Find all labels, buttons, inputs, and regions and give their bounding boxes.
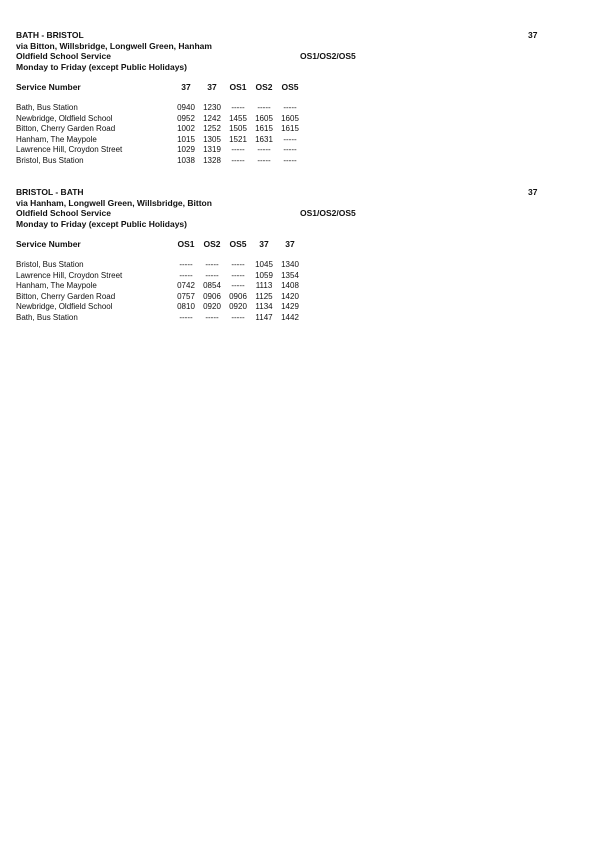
service-number-row xyxy=(16,82,546,93)
departure-time: 1230 xyxy=(203,103,221,112)
service-number-label: Service Number xyxy=(16,82,81,92)
stop-name: Bath, Bus Station xyxy=(16,312,78,322)
stop-row xyxy=(16,114,546,125)
departure-time: 1505 xyxy=(229,124,247,133)
departure-time: ----- xyxy=(231,103,245,112)
departure-time: 1134 xyxy=(255,302,273,311)
departure-time: 1029 xyxy=(177,145,195,154)
stop-row xyxy=(16,135,546,146)
departure-time: ----- xyxy=(257,103,271,112)
service-number: OS2 xyxy=(203,239,221,249)
stop-row xyxy=(16,124,546,135)
departure-time: ----- xyxy=(231,281,245,290)
stop-row xyxy=(16,281,546,292)
stop-name: Lawrence Hill, Croydon Street xyxy=(16,270,123,280)
departure-time: ----- xyxy=(205,270,219,280)
school-service-label: Oldfield School Service xyxy=(16,51,111,61)
departure-time: 1615 xyxy=(281,124,299,133)
departure-time: 1015 xyxy=(177,134,195,144)
departure-time: 1631 xyxy=(255,134,273,144)
departure-time: ----- xyxy=(231,260,245,269)
departure-time: 1147 xyxy=(255,312,273,322)
departure-time: ----- xyxy=(257,155,271,165)
departure-time: ----- xyxy=(283,134,297,144)
stop-name: Bitton, Cherry Garden Road xyxy=(16,124,116,133)
departure-time: 1125 xyxy=(255,291,273,301)
departure-time: 0952 xyxy=(177,113,195,123)
operating-days: Monday to Friday (except Public Holidays) xyxy=(16,61,187,72)
departure-time: 1002 xyxy=(177,124,195,133)
stop-row xyxy=(16,271,546,282)
timetable-bath-bristol xyxy=(16,30,546,166)
departure-time: 1242 xyxy=(203,113,221,123)
departure-time: 1319 xyxy=(203,145,221,154)
departure-time: 1429 xyxy=(281,302,299,311)
stop-row xyxy=(16,302,546,313)
timetable-via: via Hanham, Longwell Green, Willsbridge, Bitton xyxy=(16,197,212,208)
service-number: OS2 xyxy=(255,82,273,92)
departure-time: ----- xyxy=(283,145,297,154)
departure-time: 1305 xyxy=(203,134,221,144)
departure-time: ----- xyxy=(179,260,193,269)
departure-time: 1354 xyxy=(281,270,299,280)
stop-list xyxy=(16,103,546,166)
stop-name: Hanham, The Maypole xyxy=(16,281,97,290)
departure-time: ----- xyxy=(283,155,297,165)
stop-row xyxy=(16,145,546,156)
stop-row xyxy=(16,292,546,303)
stop-name: Hanham, The Maypole xyxy=(16,134,97,144)
departure-time: ----- xyxy=(283,103,297,112)
service-codes: OS1/OS2/OS5 xyxy=(300,208,356,218)
departure-time: 0757 xyxy=(177,291,195,301)
stop-row xyxy=(16,260,546,271)
service-number: 37 xyxy=(259,239,269,249)
departure-time: 1615 xyxy=(255,124,273,133)
departure-time: 0742 xyxy=(177,281,195,290)
stop-name: Bath, Bus Station xyxy=(16,103,78,112)
departure-time: 1252 xyxy=(203,124,221,133)
departure-time: 1113 xyxy=(255,281,273,290)
service-number: OS5 xyxy=(229,239,247,249)
operating-days: Monday to Friday (except Public Holidays) xyxy=(16,218,187,229)
route-number: 37 xyxy=(528,30,538,40)
departure-time: 1328 xyxy=(203,155,221,165)
departure-time: 1420 xyxy=(281,291,299,301)
departure-time: 0920 xyxy=(229,302,247,311)
stop-list xyxy=(16,260,546,323)
route-number: 37 xyxy=(528,187,538,197)
departure-time: 1521 xyxy=(229,134,247,144)
departure-time: 1340 xyxy=(281,260,299,269)
departure-time: ----- xyxy=(231,312,245,322)
stop-name: Newbridge, Oldfield School xyxy=(16,302,113,311)
timetable-title: BRISTOL - BATH xyxy=(16,187,84,197)
service-number-label: Service Number xyxy=(16,239,81,249)
departure-time: 1038 xyxy=(177,155,195,165)
departure-time: 0810 xyxy=(177,302,195,311)
timetable-header-line-1 xyxy=(16,187,546,198)
departure-time: ----- xyxy=(179,312,193,322)
departure-time: 0940 xyxy=(177,103,195,112)
service-number-row xyxy=(16,239,546,250)
departure-time: 1045 xyxy=(255,260,273,269)
service-number: 37 xyxy=(285,239,295,249)
departure-time: 0906 xyxy=(229,291,247,301)
stop-name: Newbridge, Oldfield School xyxy=(16,113,113,123)
service-number: 37 xyxy=(181,82,191,92)
stop-name: Lawrence Hill, Croydon Street xyxy=(16,145,123,154)
school-service-label: Oldfield School Service xyxy=(16,208,111,218)
stop-row xyxy=(16,313,546,324)
departure-time: ----- xyxy=(179,270,193,280)
departure-time: 1605 xyxy=(281,113,299,123)
stop-row xyxy=(16,103,546,114)
departure-time: ----- xyxy=(205,312,219,322)
service-codes: OS1/OS2/OS5 xyxy=(300,51,356,61)
departure-time: 1455 xyxy=(229,113,247,123)
timetable-via: via Bitton, Willsbridge, Longwell Green, Hanham xyxy=(16,40,212,51)
departure-time: ----- xyxy=(231,145,245,154)
timetable-header-line-3 xyxy=(16,51,546,62)
timetable-header-line-3 xyxy=(16,208,546,219)
departure-time: 0854 xyxy=(203,281,221,290)
stop-name: Bristol, Bus Station xyxy=(16,155,84,165)
timetable-bristol-bath xyxy=(16,187,546,323)
departure-time: ----- xyxy=(257,145,271,154)
service-number: OS1 xyxy=(177,239,195,249)
departure-time: 1059 xyxy=(255,270,273,280)
timetable-title: BATH - BRISTOL xyxy=(16,30,84,40)
service-number: OS5 xyxy=(281,82,299,92)
departure-time: ----- xyxy=(231,155,245,165)
stop-name: Bitton, Cherry Garden Road xyxy=(16,291,116,301)
stop-row xyxy=(16,156,546,167)
timetable-header-line-1 xyxy=(16,30,546,41)
departure-time: ----- xyxy=(205,260,219,269)
departure-time: 0906 xyxy=(203,291,221,301)
departure-time: 0920 xyxy=(203,302,221,311)
departure-time: ----- xyxy=(231,270,245,280)
departure-time: 1605 xyxy=(255,113,273,123)
service-number: 37 xyxy=(207,82,217,92)
stop-name: Bristol, Bus Station xyxy=(16,260,84,269)
service-number: OS1 xyxy=(229,82,247,92)
departure-time: 1408 xyxy=(281,281,299,290)
departure-time: 1442 xyxy=(281,312,299,322)
